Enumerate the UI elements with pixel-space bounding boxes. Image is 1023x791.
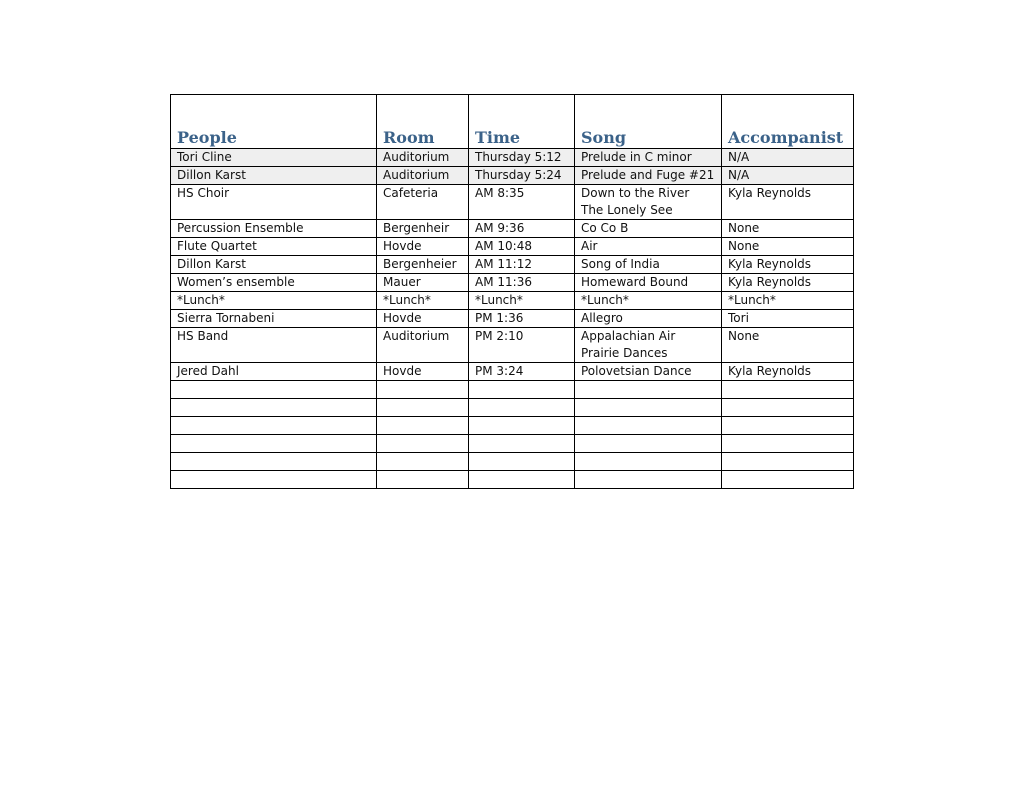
people-cell — [171, 435, 377, 453]
time-cell: PM 2:10 — [469, 328, 575, 363]
header-song: Song — [575, 95, 722, 149]
time-cell — [469, 381, 575, 399]
song-cell — [575, 256, 722, 274]
song-title: Prairie Dances — [581, 346, 668, 360]
room-cell: Auditorium — [377, 328, 469, 363]
song-cell — [575, 363, 722, 381]
accompanist-cell: None — [722, 238, 854, 256]
time-cell: *Lunch* — [469, 292, 575, 310]
schedule-table — [170, 94, 854, 489]
song-cell — [575, 185, 722, 220]
accompanist-cell — [722, 471, 854, 489]
header-people: People — [171, 95, 377, 149]
table-row — [171, 435, 854, 453]
time-cell: PM 1:36 — [469, 310, 575, 328]
song-title: Homeward Bound — [581, 275, 689, 289]
time-cell: Thursday 5:24 — [469, 167, 575, 185]
time-cell — [469, 453, 575, 471]
time-cell — [469, 399, 575, 417]
song-title: Song of India — [581, 257, 660, 271]
song-title: Prelude and Fuge #21 — [581, 168, 715, 182]
song-cell — [575, 471, 722, 489]
song-title: *Lunch* — [581, 293, 629, 307]
song-title: Appalachian Air — [581, 329, 676, 343]
header-row — [171, 95, 854, 149]
song-cell — [575, 238, 722, 256]
time-cell — [469, 417, 575, 435]
room-cell: Hovde — [377, 238, 469, 256]
people-cell: Flute Quartet — [171, 238, 377, 256]
accompanist-cell: Kyla Reynolds — [722, 185, 854, 220]
room-cell: Mauer — [377, 274, 469, 292]
time-cell: AM 10:48 — [469, 238, 575, 256]
time-cell: AM 9:36 — [469, 220, 575, 238]
table-row — [171, 310, 854, 328]
accompanist-cell: *Lunch* — [722, 292, 854, 310]
table-row — [171, 238, 854, 256]
song-title: Prelude in C minor — [581, 150, 692, 164]
room-cell — [377, 435, 469, 453]
song-cell — [575, 453, 722, 471]
room-cell: Hovde — [377, 310, 469, 328]
table-row — [171, 471, 854, 489]
accompanist-cell — [722, 453, 854, 471]
song-cell — [575, 220, 722, 238]
table-row — [171, 363, 854, 381]
time-cell: AM 11:36 — [469, 274, 575, 292]
song-cell — [575, 167, 722, 185]
room-cell: Cafeteria — [377, 185, 469, 220]
song-cell — [575, 417, 722, 435]
people-cell — [171, 417, 377, 435]
song-cell — [575, 435, 722, 453]
song-cell — [575, 310, 722, 328]
people-cell: HS Choir — [171, 185, 377, 220]
song-cell — [575, 328, 722, 363]
people-cell — [171, 471, 377, 489]
table-row — [171, 185, 854, 220]
time-cell — [469, 471, 575, 489]
header-room: Room — [377, 95, 469, 149]
accompanist-cell: Kyla Reynolds — [722, 274, 854, 292]
time-cell: AM 11:12 — [469, 256, 575, 274]
table-row — [171, 149, 854, 167]
song-title: Allegro — [581, 311, 623, 325]
people-cell: Dillon Karst — [171, 167, 377, 185]
people-cell: Percussion Ensemble — [171, 220, 377, 238]
room-cell — [377, 381, 469, 399]
people-cell: Sierra Tornabeni — [171, 310, 377, 328]
schedule-body — [171, 149, 854, 489]
room-cell: Hovde — [377, 363, 469, 381]
table-row — [171, 417, 854, 435]
people-cell: HS Band — [171, 328, 377, 363]
table-row — [171, 220, 854, 238]
accompanist-cell — [722, 417, 854, 435]
song-title: Down to the River — [581, 186, 690, 200]
table-row — [171, 381, 854, 399]
room-cell: Auditorium — [377, 167, 469, 185]
room-cell — [377, 417, 469, 435]
room-cell — [377, 399, 469, 417]
song-title: Co Co B — [581, 221, 629, 235]
room-cell: Bergenheir — [377, 220, 469, 238]
table-row — [171, 256, 854, 274]
accompanist-cell: None — [722, 328, 854, 363]
accompanist-cell: None — [722, 220, 854, 238]
room-cell: *Lunch* — [377, 292, 469, 310]
accompanist-cell: Kyla Reynolds — [722, 256, 854, 274]
room-cell: Auditorium — [377, 149, 469, 167]
song-title: Air — [581, 239, 598, 253]
people-cell: Women’s ensemble — [171, 274, 377, 292]
header-time: Time — [469, 95, 575, 149]
song-title: Polovetsian Dance — [581, 364, 692, 378]
table-row — [171, 274, 854, 292]
people-cell — [171, 381, 377, 399]
time-cell — [469, 435, 575, 453]
accompanist-cell — [722, 435, 854, 453]
song-cell — [575, 399, 722, 417]
song-title: The Lonely See — [581, 203, 673, 217]
song-cell — [575, 274, 722, 292]
people-cell: Dillon Karst — [171, 256, 377, 274]
people-cell: *Lunch* — [171, 292, 377, 310]
people-cell — [171, 453, 377, 471]
header-accompanist: Accompanist — [722, 95, 854, 149]
room-cell — [377, 471, 469, 489]
room-cell: Bergenheier — [377, 256, 469, 274]
accompanist-cell: Kyla Reynolds — [722, 363, 854, 381]
table-row — [171, 167, 854, 185]
song-cell — [575, 381, 722, 399]
song-cell — [575, 292, 722, 310]
table-row — [171, 328, 854, 363]
people-cell: Jered Dahl — [171, 363, 377, 381]
accompanist-cell — [722, 399, 854, 417]
people-cell: Tori Cline — [171, 149, 377, 167]
time-cell: AM 8:35 — [469, 185, 575, 220]
accompanist-cell: N/A — [722, 149, 854, 167]
table-row — [171, 399, 854, 417]
accompanist-cell: N/A — [722, 167, 854, 185]
people-cell — [171, 399, 377, 417]
room-cell — [377, 453, 469, 471]
table-row — [171, 292, 854, 310]
table-row — [171, 453, 854, 471]
time-cell: PM 3:24 — [469, 363, 575, 381]
time-cell: Thursday 5:12 — [469, 149, 575, 167]
song-cell — [575, 149, 722, 167]
accompanist-cell — [722, 381, 854, 399]
accompanist-cell: Tori — [722, 310, 854, 328]
